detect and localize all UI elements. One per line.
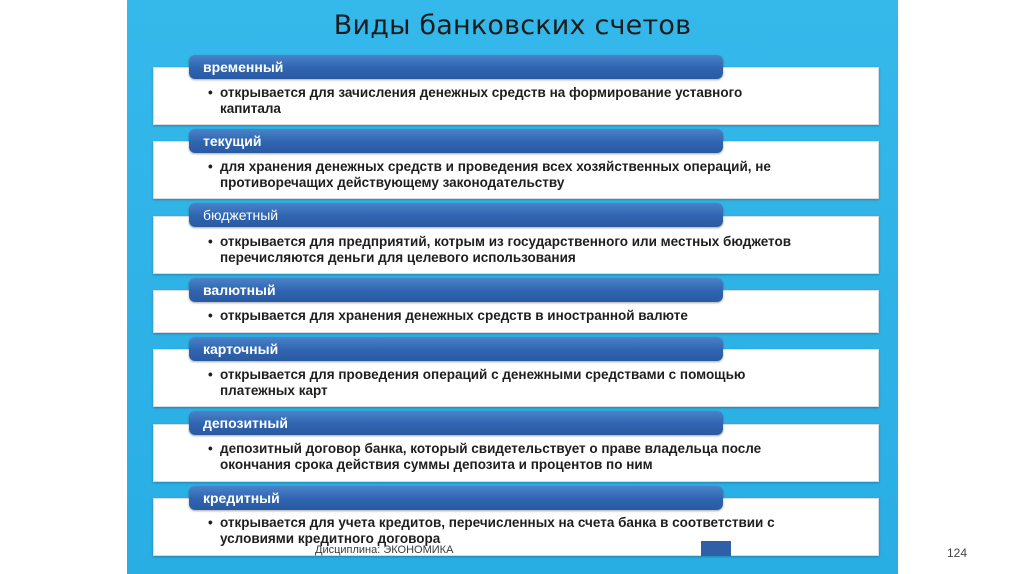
- bullet-icon: •: [208, 515, 213, 530]
- page-number: 124: [947, 546, 968, 560]
- bullet-icon: •: [208, 85, 213, 100]
- list-item-label: бюджетный: [189, 203, 723, 227]
- footer-marker: [701, 541, 731, 556]
- list-item-text: • открывается для зачисления денежных средств на формирование уставного капитала: [208, 85, 743, 116]
- bullet-icon: •: [208, 234, 213, 249]
- bullet-icon: •: [208, 367, 213, 382]
- bullet-icon: •: [208, 308, 213, 323]
- list-item-text: • депозитный договор банка, который свидетельствует о праве владельца после окончания срока действия суммы депозита и процентов по ним: [208, 441, 762, 472]
- slide-title: Виды банковских счетов: [333, 10, 692, 41]
- list-item-text: • для хранения денежных средств и проведения всех хозяйственных операций, не противоречащих действующему законодательству: [208, 159, 771, 190]
- slide: [127, 0, 898, 574]
- list-item-label: карточный: [189, 337, 723, 361]
- list-item-label: депозитный: [189, 411, 723, 435]
- list-item-label: кредитный: [189, 486, 723, 510]
- list-item-text: • открывается для учета кредитов, перечисленных на счета банка в соответствии с условиями кредитного договора: [208, 515, 775, 546]
- list-item-text: • открывается для хранения денежных средств в иностранной валюте: [208, 308, 688, 323]
- list-item-text: • открывается для проведения операций с денежными средствами с помощью платежных карт: [208, 367, 746, 398]
- list-item-label: временный: [189, 55, 723, 79]
- list-item-text: • открывается для предприятий, котрым из государственного или местных бюджетов перечисляются деньги для целевого использования: [208, 234, 792, 265]
- bullet-icon: •: [208, 159, 213, 174]
- slide-panel: [127, 0, 898, 574]
- footer-discipline: Дисциплина: ЭКОНОМИКА: [315, 544, 454, 556]
- bullet-icon: •: [208, 441, 213, 456]
- list-item-label: валютный: [189, 278, 723, 302]
- list-item-label: текущий: [189, 129, 723, 153]
